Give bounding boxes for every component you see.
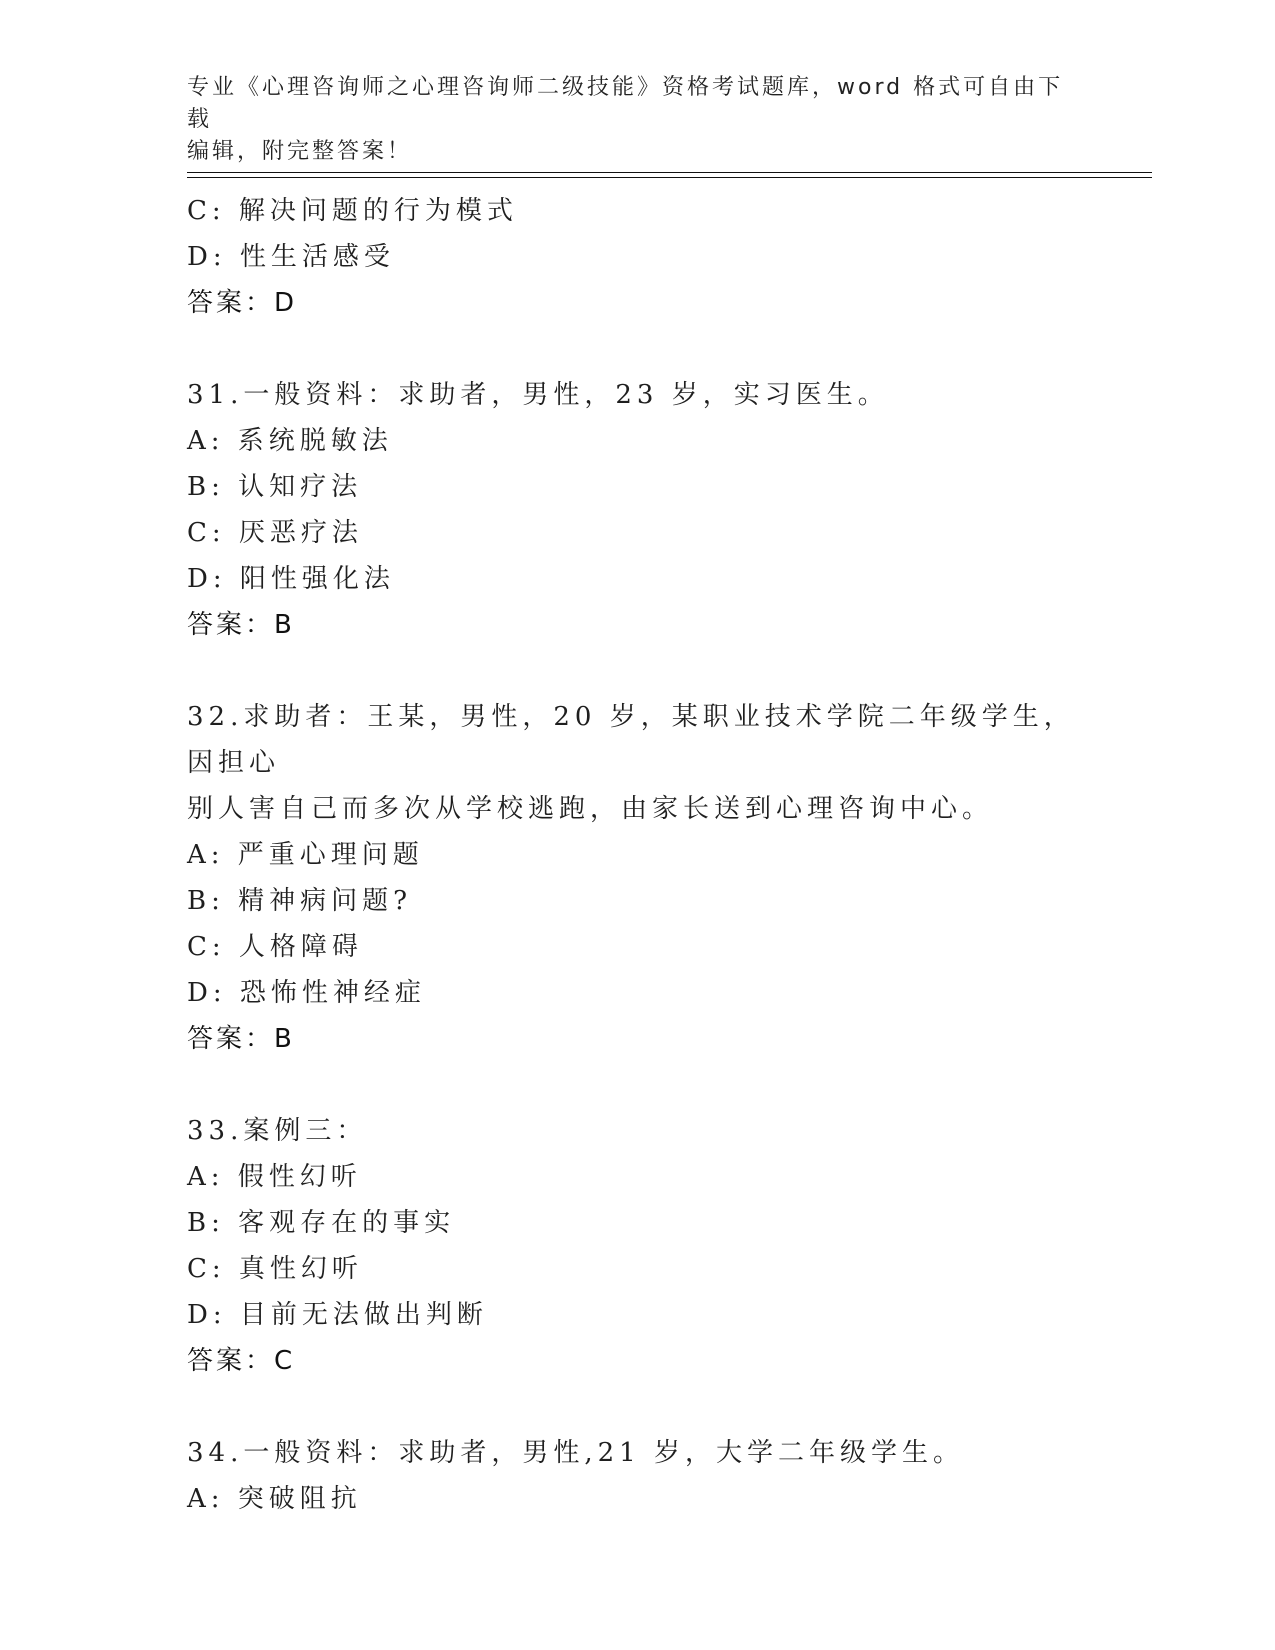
question-stem: 34.一般资料：求助者，男性,21 岁，大学二年级学生。 — [187, 1438, 964, 1468]
option-b: B: 客观存在的事实 — [187, 1208, 456, 1238]
document-header — [187, 72, 1087, 168]
option-d: D: 目前无法做出判断 — [187, 1300, 488, 1330]
option-a: A: 系统脱敏法 — [187, 426, 393, 456]
question-stem-line-2: 别人害自己而多次从学校逃跑，由家长送到心理咨询中心。 — [187, 794, 994, 824]
question-32 — [187, 694, 1087, 1062]
option-c: C: 解决问题的行为模式 — [187, 196, 518, 226]
option-c: C: 人格障碍 — [187, 932, 363, 962]
option-a: A: 假性幻听 — [187, 1162, 362, 1192]
question-33 — [187, 1108, 1087, 1384]
document-body — [187, 188, 1087, 1522]
option-d: D: 阳性强化法 — [187, 564, 395, 594]
header-rule-top — [187, 172, 1152, 173]
header-rule-bottom — [187, 177, 1152, 178]
question-stem: 33.案例三： — [187, 1116, 368, 1146]
question-stem: 31.一般资料：求助者，男性，23 岁，实习医生。 — [187, 380, 889, 410]
option-a: A: 突破阻抗 — [187, 1484, 362, 1514]
answer: 答案：C — [187, 1346, 296, 1376]
option-b: B: 精神病问题? — [187, 886, 413, 916]
option-b: B: 认知疗法 — [187, 472, 363, 502]
answer: 答案：B — [187, 610, 295, 640]
option-d: D: 恐怖性神经症 — [187, 978, 426, 1008]
header-line-1: 专业《心理咨询师之心理咨询师二级技能》资格考试题库，word 格式可自由下载 — [187, 75, 1064, 132]
header-line-2: 编辑，附完整答案！ — [187, 139, 413, 164]
option-c: C: 厌恶疗法 — [187, 518, 363, 548]
continued-question — [187, 188, 1087, 326]
option-c: C: 真性幻听 — [187, 1254, 363, 1284]
question-34 — [187, 1430, 1087, 1522]
answer: 答案：B — [187, 1024, 295, 1054]
question-stem-line-1: 32.求助者：王某，男性，20 岁，某职业技术学院二年级学生，因担心 — [187, 702, 1075, 778]
option-d: D: 性生活感受 — [187, 242, 395, 272]
question-31 — [187, 372, 1087, 648]
option-a: A: 严重心理问题 — [187, 840, 424, 870]
answer: 答案：D — [187, 288, 298, 318]
